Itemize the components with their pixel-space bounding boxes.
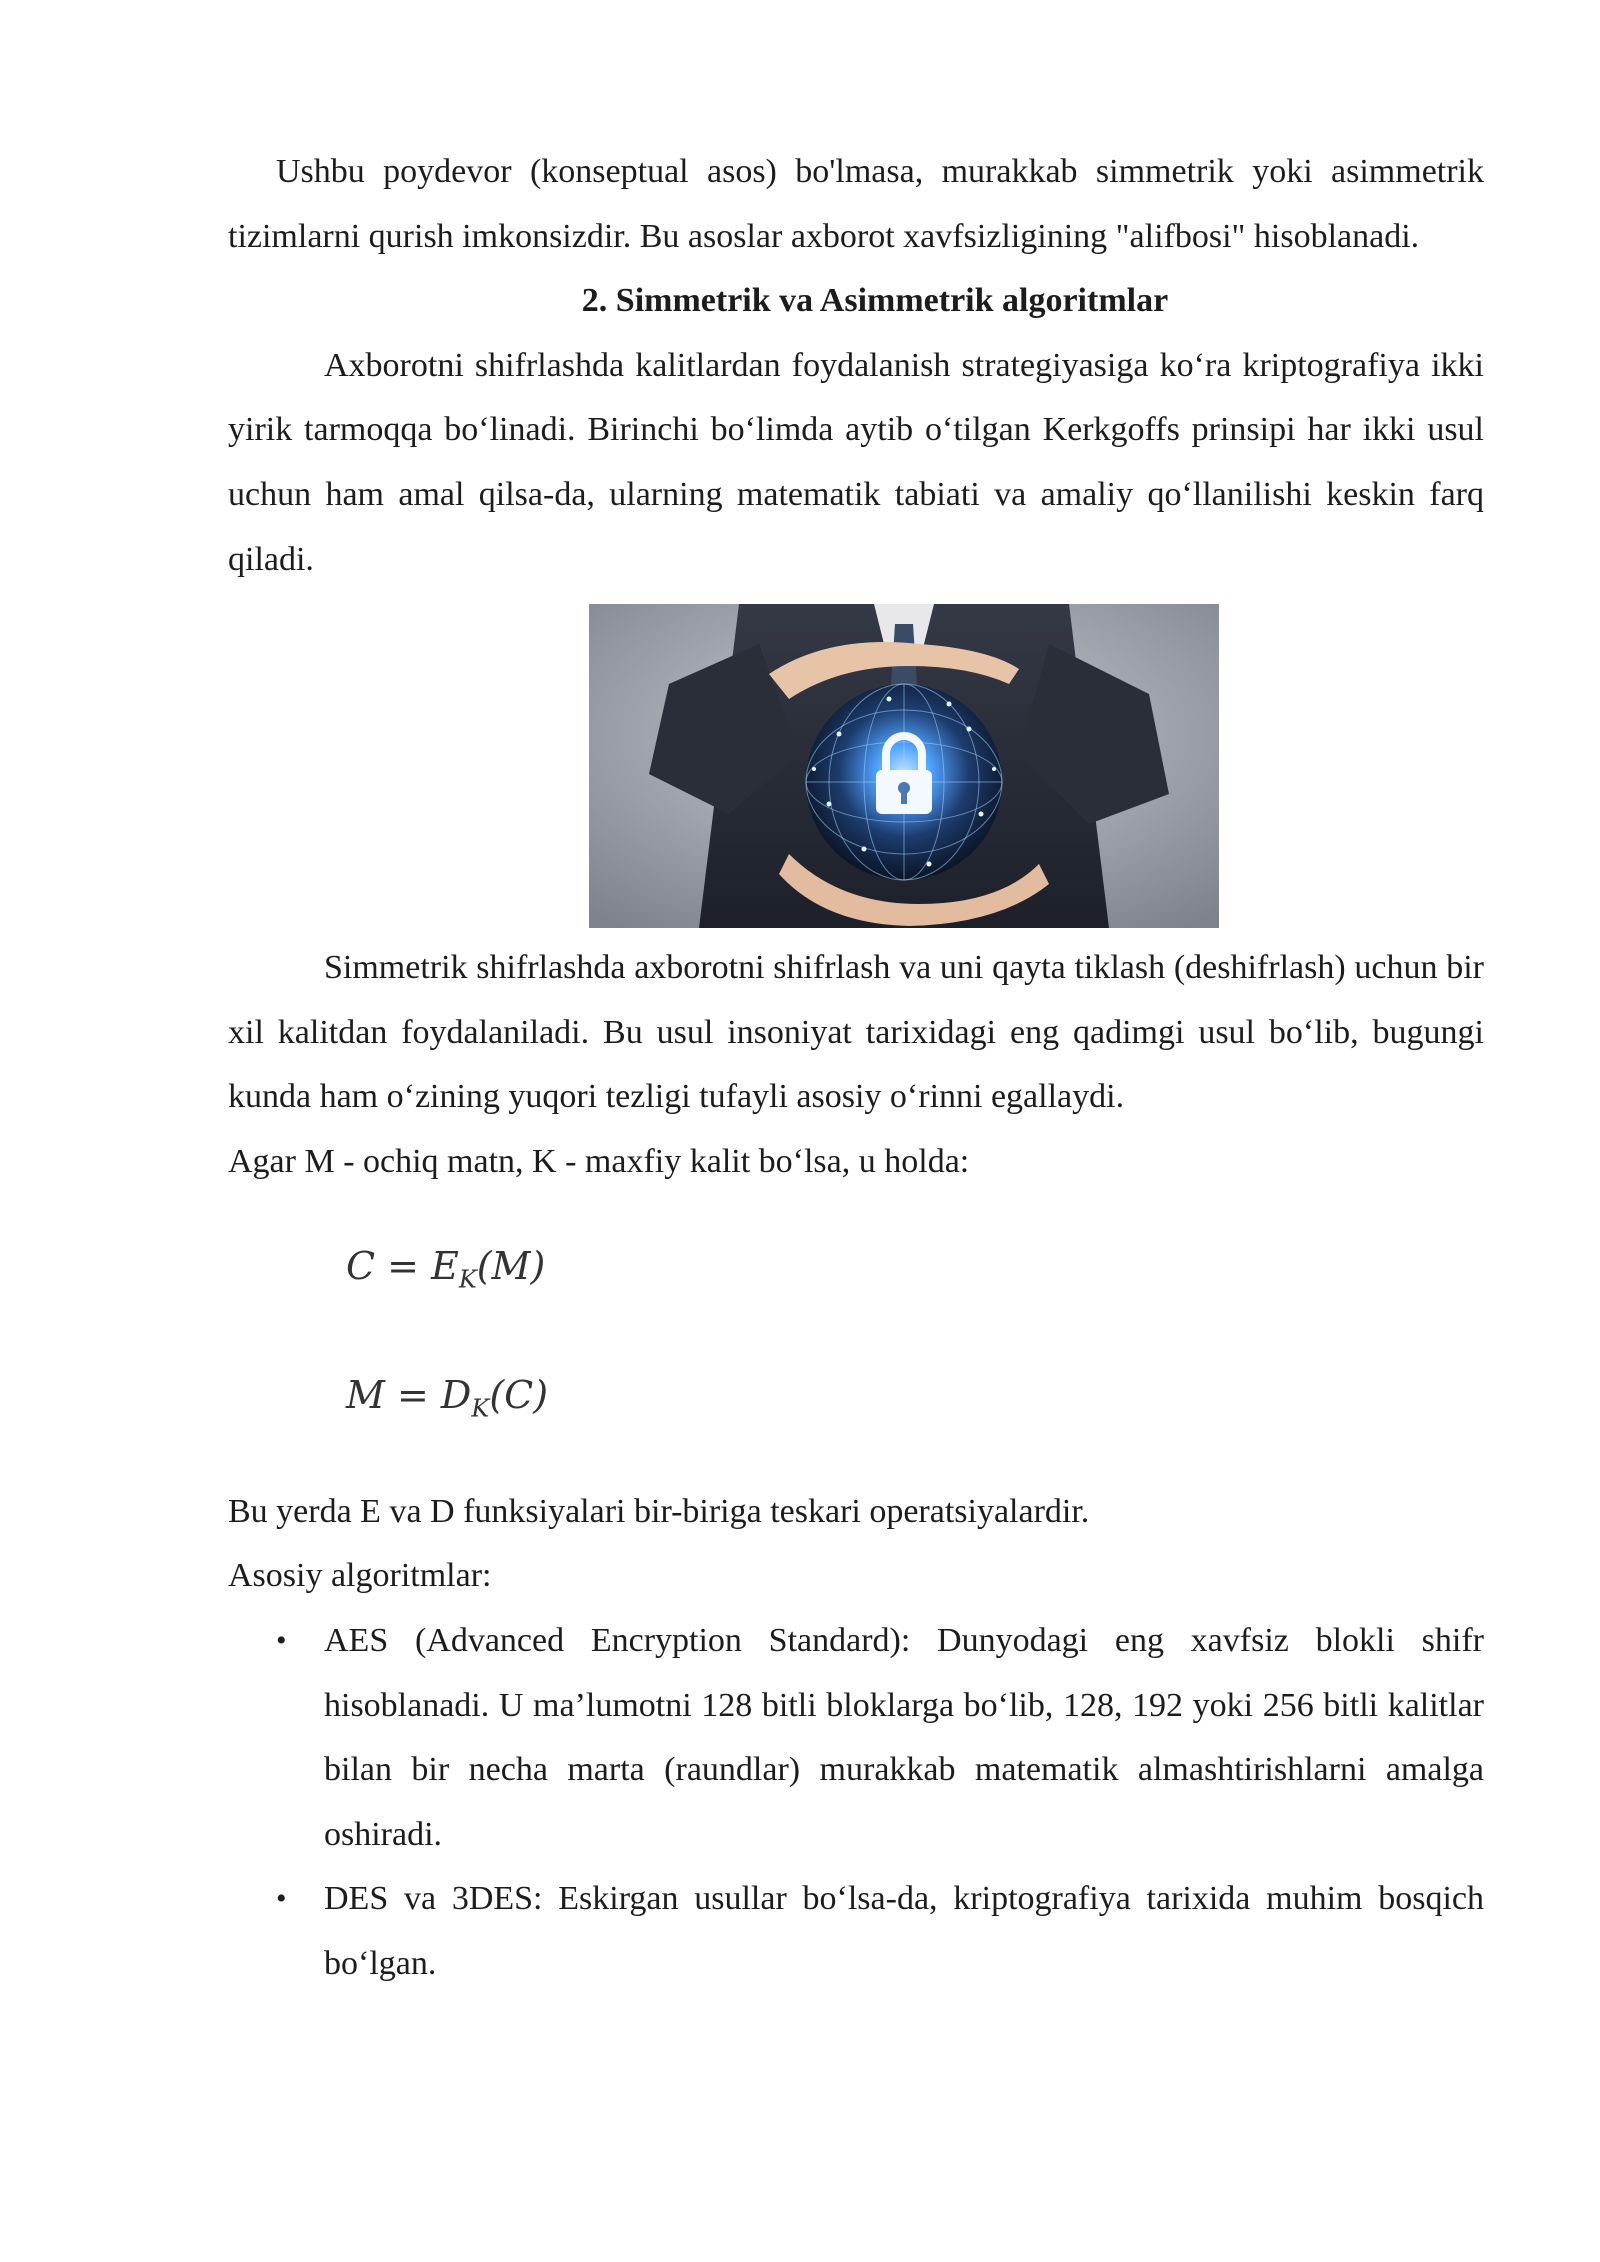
list-item [228,1609,1484,1867]
paragraph-key-strategy: Axborotni shifrlashda kalitlardan foydalanish strategiyasiga ko‘ra kriptografiya ikki yirik tarmoqqa bo‘linadi. Birinchi bo‘limda aytib o‘tilgan Kerkgoffs prinsipi har ikki usul uchun ham amal qilsa-da, ularning matematik tabiati va amaliy qo‘llanilishi keskin farq qiladi. [228,346,1484,578]
algorithm-list [228,1609,1484,1997]
paragraph-main-algorithms: Asosiy algoritmlar: [228,1557,492,1595]
formula-decryption: $M = D_K(C)$ [346,1373,549,1423]
security-lock-image [589,604,1219,928]
bullet-marker: • [276,1623,287,1657]
document-page [228,140,1484,1996]
list-item [228,1867,1484,1996]
formula-encryption: $C = E_K(M)$ [346,1243,546,1294]
paragraph-inverse-functions: Bu yerda E va D funksiyalari bir-biriga teskari operatsiyalardir. [228,1492,1090,1530]
paragraph-variables: Agar M - ochiq matn, K - maxfiy kalit bo‘lsa, u holda: [228,1142,970,1180]
section-heading: 2. Simmetrik va Asimmetrik algoritmlar [581,282,1169,320]
paragraph-foundation: Ushbu poydevor (konseptual asos) bo'lmasa, murakkab simmetrik yoki asimmetrik tizimlarni qurish imkonsizdir. Bu asoslar axborot xavfsizligining "alifbosi" hisoblanadi. [228,153,1484,255]
list-item-text: DES va 3DES: Eskirgan usullar bo‘lsa-da, kriptografiya tarixida muhim bosqich bo‘lgan. [324,1880,1484,1982]
paragraph-symmetric: Simmetrik shifrlashda axborotni shifrlash va uni qayta tiklash (deshifrlash) uchun bir xil kalitdan foydalaniladi. Bu usul insoniyat tarixidagi eng qadimgi usul bo‘lib, bugungi kunda ham o‘zining yuqori tezligi tufayli asosiy o‘rinni egallaydi. [228,949,1484,1116]
bullet-marker: • [276,1882,287,1916]
list-item-text: AES (Advanced Encryption Standard): Dunyodagi eng xavfsiz blokli shifr hisoblanadi. U ma’lumotni 128 bitli bloklarga bo‘lib, 128, 192 yoki 256 bitli kalitlar bilan bir necha marta (raundlar) murakkab matematik almashtirishlarni amalga oshiradi. [324,1621,1484,1853]
